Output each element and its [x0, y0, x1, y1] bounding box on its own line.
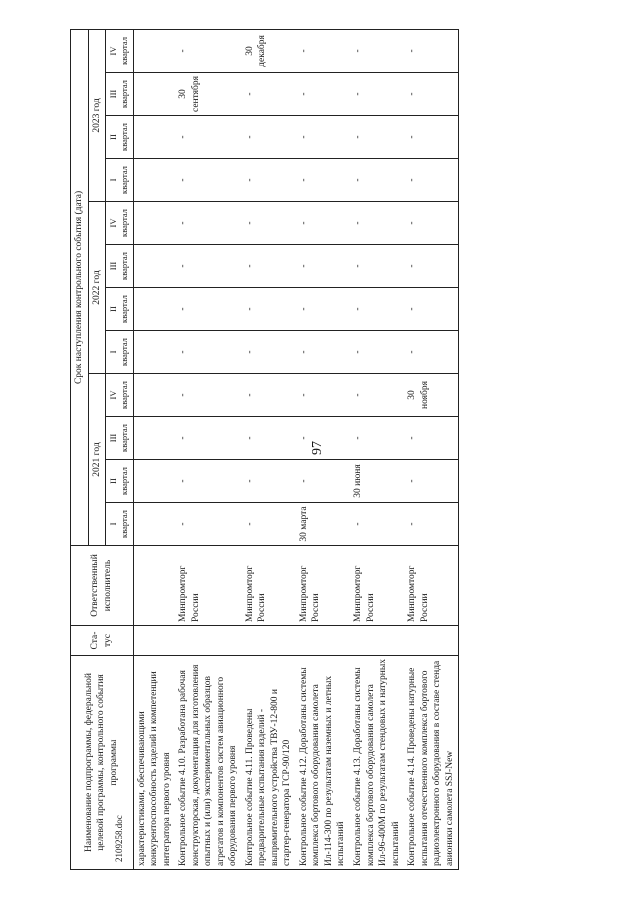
event-name-cell: Контрольное событие 4.10. Разработана рабочая конструкторская, документация для изготовления опытных и (или) экспериментальных образцов агрегатов и компонентов систем авиационного оборудования первого уровня — [175, 656, 242, 870]
header-year-2023: 2023 год — [88, 29, 106, 201]
quarter-cell — [133, 73, 175, 116]
quarter-cell: - — [404, 417, 459, 460]
quarter-cell: - — [296, 374, 350, 417]
quarter-cell — [133, 29, 175, 72]
quarter-cell: - — [404, 460, 459, 503]
quarter-cell: - — [296, 331, 350, 374]
table-row — [242, 29, 296, 869]
quarter-cell — [133, 159, 175, 202]
header-executor: Ответственный исполнитель — [71, 546, 134, 626]
header-status: Ста-тус — [71, 626, 134, 656]
quarter-cell: - — [350, 374, 404, 417]
header-quarter: II квартал — [106, 460, 133, 503]
executor-cell: Минпромторг России — [242, 546, 296, 626]
header-quarter: III квартал — [106, 417, 133, 460]
header-year-2021: 2021 год — [88, 374, 106, 546]
quarter-cell: 30 сентября — [175, 73, 242, 116]
quarter-cell — [133, 460, 175, 503]
quarter-cell: - — [350, 245, 404, 288]
quarter-cell: - — [175, 417, 242, 460]
quarter-cell: - — [404, 288, 459, 331]
quarter-cell — [133, 331, 175, 374]
quarter-cell: 30 ноября — [404, 374, 459, 417]
quarter-cell: - — [242, 374, 296, 417]
executor-cell — [133, 546, 175, 626]
quarter-cell — [133, 245, 175, 288]
quarter-cell: - — [175, 460, 242, 503]
executor-cell: Минпромторг России — [404, 546, 459, 626]
quarter-cell: - — [175, 29, 242, 72]
header-year-2022: 2022 год — [88, 202, 106, 374]
event-name-cell: характеристиками, обеспечивающими конкурентоспособность изделий и компетенции интегратора первого уровня — [133, 656, 175, 870]
quarter-cell: - — [296, 159, 350, 202]
quarter-cell: - — [175, 116, 242, 159]
quarter-cell: - — [350, 159, 404, 202]
executor-cell: Минпромторг России — [350, 546, 404, 626]
rotated-page-content — [70, 30, 630, 870]
status-cell — [242, 626, 296, 656]
quarter-cell: - — [242, 417, 296, 460]
quarter-cell: - — [404, 331, 459, 374]
quarter-cell: - — [404, 159, 459, 202]
header-quarter: III квартал — [106, 73, 133, 116]
quarter-cell: 30 марта — [296, 503, 350, 546]
table-body — [133, 29, 459, 869]
header-quarter: I квартал — [106, 331, 133, 374]
page-number: 97 — [310, 441, 325, 455]
quarter-cell — [133, 202, 175, 245]
quarter-cell: - — [175, 503, 242, 546]
quarter-cell: - — [242, 503, 296, 546]
quarter-cell: - — [242, 73, 296, 116]
header-quarter: IV квартал — [106, 29, 133, 72]
quarter-cell: - — [350, 73, 404, 116]
quarter-cell: - — [350, 116, 404, 159]
quarter-cell: - — [350, 503, 404, 546]
header-quarter: I квартал — [106, 159, 133, 202]
quarter-cell: - — [296, 417, 350, 460]
quarter-cell: - — [175, 159, 242, 202]
header-quarter: III квартал — [106, 245, 133, 288]
header-quarter: IV квартал — [106, 374, 133, 417]
executor-cell: Минпромторг России — [296, 546, 350, 626]
quarter-cell: - — [175, 288, 242, 331]
quarter-cell: - — [296, 29, 350, 72]
quarter-cell: - — [404, 116, 459, 159]
quarter-cell: - — [404, 73, 459, 116]
quarter-cell: - — [350, 331, 404, 374]
header-quarter: II квартал — [106, 288, 133, 331]
quarter-cell: - — [296, 116, 350, 159]
header-quarter: II квартал — [106, 116, 133, 159]
quarter-cell: - — [404, 202, 459, 245]
header-quarter: IV квартал — [106, 202, 133, 245]
quarter-cell: - — [404, 245, 459, 288]
status-cell — [350, 626, 404, 656]
quarter-cell: - — [242, 159, 296, 202]
event-name-cell: Контрольное событие 4.11. Проведены предварительные испытания изделий - выпрямительного устройства ТВУ-12-800 и стартер-генератора ГСР-90/120 — [242, 656, 296, 870]
table-row — [175, 29, 242, 869]
table-row — [296, 29, 350, 869]
quarter-cell: - — [242, 245, 296, 288]
quarter-cell: - — [296, 245, 350, 288]
quarter-cell: 30 декабря — [242, 29, 296, 72]
header-quarter: I квартал — [106, 503, 133, 546]
event-name-cell: Контрольное событие 4.14. Проведены натурные испытания отечественного комплекса бортового радиоэлектронного оборудования в составе стенда авионики самолета SSJ-New — [404, 656, 459, 870]
quarter-cell: - — [296, 73, 350, 116]
quarter-cell — [133, 116, 175, 159]
quarter-cell: - — [242, 116, 296, 159]
quarter-cell — [133, 374, 175, 417]
quarter-cell: - — [404, 503, 459, 546]
quarter-cell: 30 июня — [350, 460, 404, 503]
quarter-cell — [133, 503, 175, 546]
table-row — [404, 29, 459, 869]
event-name-cell: Контрольное событие 4.12. Доработаны системы комплекса бортового оборудования самолета Ил-114-300 по результатам наземных и летных испытаний — [296, 656, 350, 870]
quarter-cell: - — [175, 374, 242, 417]
quarter-cell: - — [242, 202, 296, 245]
quarter-cell: - — [242, 288, 296, 331]
quarter-cell — [133, 417, 175, 460]
table-row — [350, 29, 404, 869]
quarter-cell: - — [175, 245, 242, 288]
event-name-cell: Контрольное событие 4.13. Доработаны системы комплекса бортового оборудования самолета Ил-96-400М по результатам стендовых и натурных испытаний — [350, 656, 404, 870]
status-cell — [404, 626, 459, 656]
table-row — [133, 29, 175, 869]
quarter-cell: - — [296, 460, 350, 503]
header-name: Наименование подпрограммы, федеральной целевой программы, контрольного события программы — [71, 656, 134, 870]
quarter-cell: - — [296, 288, 350, 331]
quarter-cell: - — [350, 288, 404, 331]
header-deadline: Срок наступления контрольного события (дата) — [71, 29, 89, 545]
quarter-cell — [133, 288, 175, 331]
quarter-cell: - — [350, 29, 404, 72]
quarter-cell: - — [350, 417, 404, 460]
quarter-cell: - — [404, 29, 459, 72]
status-cell — [175, 626, 242, 656]
quarter-cell: - — [242, 460, 296, 503]
quarter-cell: - — [296, 202, 350, 245]
executor-cell: Минпромторг России — [175, 546, 242, 626]
quarter-cell: - — [350, 202, 404, 245]
quarter-cell: - — [175, 202, 242, 245]
control-events-table — [70, 29, 459, 870]
status-cell — [133, 626, 175, 656]
quarter-cell: - — [242, 331, 296, 374]
footer-filename: 2109258.doc — [114, 815, 124, 862]
quarter-cell: - — [175, 331, 242, 374]
status-cell — [296, 626, 350, 656]
